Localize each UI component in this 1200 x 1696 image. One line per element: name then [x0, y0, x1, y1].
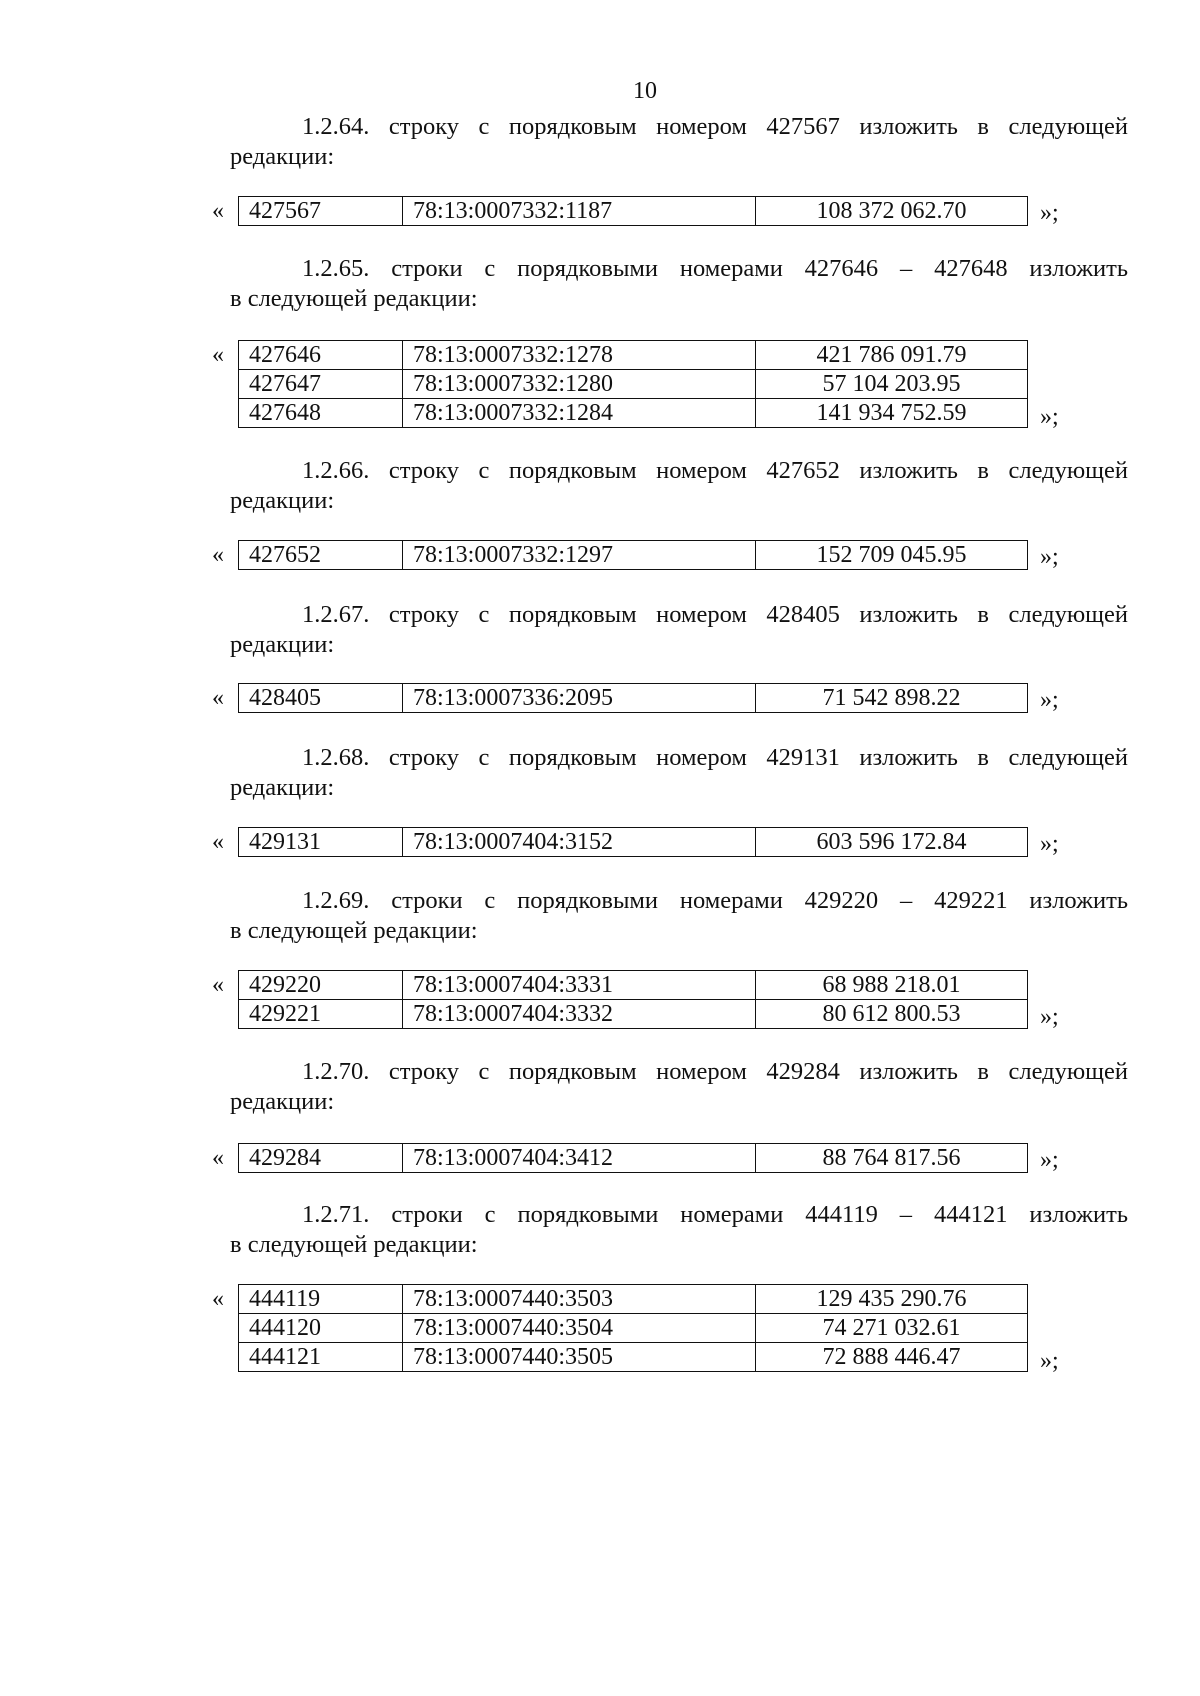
amendment-table: [238, 1143, 1028, 1173]
amendment-table: [238, 540, 1028, 570]
table-row: [239, 1000, 1028, 1029]
clause-text: 1.2.68. строку с порядковым номером 429131 изложить в следующей: [302, 744, 1128, 771]
cadastral-number-cell: 78:13:0007440:3505: [403, 1343, 756, 1372]
amendment-table: [238, 827, 1028, 857]
table-row: [239, 684, 1028, 713]
cadastral-number-cell: 78:13:0007404:3412: [403, 1144, 756, 1173]
value-cell: 68 988 218.01: [756, 971, 1028, 1000]
table-row: [239, 341, 1028, 370]
cadastral-number-cell: 78:13:0007404:3331: [403, 971, 756, 1000]
closing-quote: »;: [1040, 1004, 1059, 1030]
clause-text: 1.2.66. строку с порядковым номером 427652 изложить в следующей: [302, 457, 1128, 484]
clause-1-2-65: [230, 254, 1128, 314]
clause-text-continued: в следующей редакции:: [230, 917, 478, 944]
clause-text-continued: в следующей редакции:: [230, 1231, 478, 1258]
table-row: [239, 370, 1028, 399]
clause-1-2-70: [230, 1057, 1128, 1117]
opening-quote: «: [212, 542, 224, 568]
opening-quote: «: [212, 1145, 224, 1171]
cadastral-number-cell: 78:13:0007332:1187: [403, 197, 756, 226]
page-number: 10: [633, 78, 657, 104]
closing-quote: »;: [1040, 544, 1059, 570]
opening-quote: «: [212, 342, 224, 368]
amendment-table: [238, 970, 1028, 1029]
closing-quote: »;: [1040, 831, 1059, 857]
clause-1-2-68: [230, 743, 1128, 803]
opening-quote: «: [212, 685, 224, 711]
row-number-cell: 429220: [239, 971, 403, 1000]
closing-quote: »;: [1040, 404, 1059, 430]
amendment-table: [238, 1284, 1028, 1372]
row-number-cell: 427567: [239, 197, 403, 226]
cadastral-number-cell: 78:13:0007336:2095: [403, 684, 756, 713]
value-cell: 152 709 045.95: [756, 541, 1028, 570]
row-number-cell: 429131: [239, 828, 403, 857]
opening-quote: «: [212, 1286, 224, 1312]
cadastral-number-cell: 78:13:0007332:1297: [403, 541, 756, 570]
cadastral-number-cell: 78:13:0007404:3152: [403, 828, 756, 857]
cadastral-number-cell: 78:13:0007440:3503: [403, 1285, 756, 1314]
clause-1-2-71: [230, 1200, 1128, 1260]
table-row: [239, 1285, 1028, 1314]
clause-text-continued: редакции:: [230, 487, 335, 514]
value-cell: 129 435 290.76: [756, 1285, 1028, 1314]
amendment-table: [238, 340, 1028, 428]
clause-1-2-67: [230, 600, 1128, 660]
cadastral-number-cell: 78:13:0007332:1284: [403, 399, 756, 428]
value-cell: 72 888 446.47: [756, 1343, 1028, 1372]
table-row: [239, 1144, 1028, 1173]
opening-quote: «: [212, 829, 224, 855]
opening-quote: «: [212, 972, 224, 998]
row-number-cell: 429284: [239, 1144, 403, 1173]
table-row: [239, 1314, 1028, 1343]
row-number-cell: 444120: [239, 1314, 403, 1343]
table-row: [239, 828, 1028, 857]
table-row: [239, 1343, 1028, 1372]
opening-quote: «: [212, 198, 224, 224]
clause-1-2-66: [230, 456, 1128, 516]
value-cell: 141 934 752.59: [756, 399, 1028, 428]
table-row: [239, 541, 1028, 570]
clause-text: 1.2.65. строки с порядковыми номерами 427646 – 427648 изложить: [302, 255, 1128, 282]
row-number-cell: 427646: [239, 341, 403, 370]
cadastral-number-cell: 78:13:0007440:3504: [403, 1314, 756, 1343]
clause-text: 1.2.69. строки с порядковыми номерами 429220 – 429221 изложить: [302, 887, 1128, 914]
value-cell: 108 372 062.70: [756, 197, 1028, 226]
row-number-cell: 444121: [239, 1343, 403, 1372]
value-cell: 74 271 032.61: [756, 1314, 1028, 1343]
clause-text-continued: редакции:: [230, 631, 335, 658]
value-cell: 603 596 172.84: [756, 828, 1028, 857]
closing-quote: »;: [1040, 200, 1059, 226]
clause-text: 1.2.64. строку с порядковым номером 427567 изложить в следующей: [302, 113, 1128, 140]
row-number-cell: 429221: [239, 1000, 403, 1029]
clause-text-continued: редакции:: [230, 774, 335, 801]
clause-text: 1.2.67. строку с порядковым номером 428405 изложить в следующей: [302, 601, 1128, 628]
value-cell: 80 612 800.53: [756, 1000, 1028, 1029]
clause-text-continued: редакции:: [230, 1088, 335, 1115]
value-cell: 421 786 091.79: [756, 341, 1028, 370]
value-cell: 57 104 203.95: [756, 370, 1028, 399]
clause-1-2-64: [230, 112, 1128, 172]
table-row: [239, 971, 1028, 1000]
cadastral-number-cell: 78:13:0007404:3332: [403, 1000, 756, 1029]
value-cell: 88 764 817.56: [756, 1144, 1028, 1173]
clause-text-continued: в следующей редакции:: [230, 285, 478, 312]
row-number-cell: 427652: [239, 541, 403, 570]
cadastral-number-cell: 78:13:0007332:1280: [403, 370, 756, 399]
table-row: [239, 197, 1028, 226]
row-number-cell: 427647: [239, 370, 403, 399]
clause-1-2-69: [230, 886, 1128, 946]
clause-text: 1.2.71. строки с порядковыми номерами 444119 – 444121 изложить: [302, 1201, 1128, 1228]
row-number-cell: 444119: [239, 1285, 403, 1314]
closing-quote: »;: [1040, 687, 1059, 713]
closing-quote: »;: [1040, 1147, 1059, 1173]
clause-text-continued: редакции:: [230, 143, 335, 170]
amendment-table: [238, 196, 1028, 226]
row-number-cell: 427648: [239, 399, 403, 428]
value-cell: 71 542 898.22: [756, 684, 1028, 713]
closing-quote: »;: [1040, 1348, 1059, 1374]
amendment-table: [238, 683, 1028, 713]
cadastral-number-cell: 78:13:0007332:1278: [403, 341, 756, 370]
row-number-cell: 428405: [239, 684, 403, 713]
table-row: [239, 399, 1028, 428]
clause-text: 1.2.70. строку с порядковым номером 429284 изложить в следующей: [302, 1058, 1128, 1085]
